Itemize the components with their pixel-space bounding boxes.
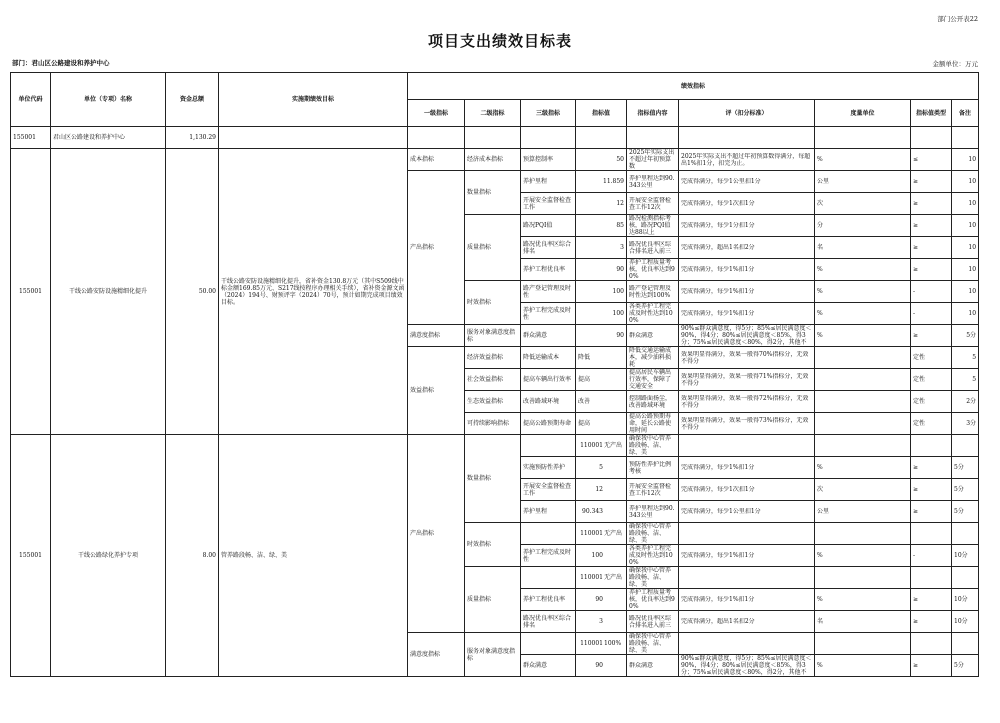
note	[952, 567, 979, 589]
indicator-content-text: 养护工程质量考核，优良率达到90%	[629, 589, 675, 610]
indicator-value: 50	[576, 149, 627, 171]
level2-indicator: 质量指标	[465, 567, 521, 633]
measure-unit: %	[815, 325, 911, 347]
value-type: 定性	[911, 347, 952, 369]
indicator-value-number: 90.343	[582, 508, 603, 515]
indicator-content	[627, 391, 679, 413]
col-header-l3: 三级指标	[521, 100, 576, 127]
scoring-standard-text: 效果明显得满分，效果一般得70%指标分，无效不得分	[681, 350, 809, 365]
note: 10	[952, 303, 979, 325]
project-name: 干线公路绿化养护专项	[51, 435, 166, 677]
scoring-standard-text: 90%≤群众满意度，得5分；85%≤居民满意度＜90%，得4分；80%≤居民满意度＜85%，得3分；75%≤居民满意度＜80%，得2分，其他不	[681, 655, 812, 676]
scoring-standard	[679, 369, 815, 391]
scoring-standard-text: 完成得满分，每少1公里扣1分	[681, 178, 761, 185]
col-header-content: 指标值内容	[627, 100, 679, 127]
scoring-standard-text: 完成得满分，每少1%扣1分	[681, 552, 755, 559]
level1-indicator: 满意度指标	[408, 325, 465, 347]
col-header-name: 单位（专项）名称	[51, 73, 166, 127]
value-type: ≥	[911, 215, 952, 237]
scoring-standard	[679, 215, 815, 237]
value-type: 定性	[911, 369, 952, 391]
indicator-value	[576, 457, 627, 479]
scoring-standard-text: 完成得满分，每少1%扣1分	[681, 596, 755, 603]
note: 10	[952, 237, 979, 259]
org-row	[11, 127, 979, 149]
indicator-content	[627, 479, 679, 501]
scoring-standard	[679, 193, 815, 215]
indicator-value: 提高	[576, 369, 627, 391]
value-type	[911, 567, 952, 589]
note	[952, 435, 979, 457]
indicator-content	[627, 545, 679, 567]
indicator-value-number: 110001	[580, 640, 603, 647]
measure-unit: %	[815, 545, 911, 567]
measure-unit: %	[815, 655, 911, 677]
level2-indicator: 质量指标	[465, 215, 521, 281]
level2-indicator: 可持续影响指标	[465, 413, 521, 435]
indicator-content	[627, 523, 679, 545]
value-type: ≥	[911, 171, 952, 193]
indicator-content	[627, 435, 679, 457]
indicator-content-text: 养护工程质量考核，优良率达到90%	[629, 259, 675, 280]
indicator-content-text: 降低交通运输成本，减少油料损耗	[629, 347, 672, 368]
level1-indicator: 成本指标	[408, 149, 465, 171]
measure-unit: %	[815, 259, 911, 281]
indicator-content-text: 路况优良率区综合排名进入前三	[629, 240, 672, 255]
scoring-standard-text: 完成得满分，每少1%扣1分	[681, 266, 755, 273]
measure-unit: 名	[815, 237, 911, 259]
indicator-value: 降低	[576, 347, 627, 369]
scoring-standard-text: 效果明显得满分，效果一般得73%指标分，无效不得分	[681, 416, 809, 431]
value-type	[911, 523, 952, 545]
value-type: ≥	[911, 479, 952, 501]
level3-indicator: 开展安全监督检查工作	[521, 479, 576, 501]
col-header-score: 评（扣分标准）	[679, 100, 815, 127]
value-type: 定性	[911, 413, 952, 435]
level1-indicator: 产出指标	[408, 435, 465, 633]
value-type: -	[911, 303, 952, 325]
indicator-content-text: 各类养护工程完成及时性达到100%	[629, 303, 673, 324]
level3-indicator: 提高公路预期寿命	[521, 413, 576, 435]
indicator-value-number: 110001	[580, 530, 603, 537]
level3-indicator	[521, 435, 576, 457]
level3-indicator: 提高车辆出行效率	[521, 369, 576, 391]
measure-unit	[815, 523, 911, 545]
level3-indicator: 群众满意	[521, 325, 576, 347]
measure-unit: %	[815, 281, 911, 303]
indicator-content	[627, 589, 679, 611]
level3-indicator: 群众满意	[521, 655, 576, 677]
measure-unit: 公里	[815, 501, 911, 523]
indicator-value: 100	[576, 303, 627, 325]
level2-indicator: 社会效益指标	[465, 369, 521, 391]
org-code: 155001	[11, 127, 51, 149]
project-target: 管养路段畅、洁、绿、美	[219, 435, 408, 677]
measure-unit	[815, 435, 911, 457]
measure-unit	[815, 347, 911, 369]
note: 10	[952, 193, 979, 215]
indicator-value-text	[604, 464, 626, 471]
scoring-standard-text: 完成得满分，超出1名扣2分	[681, 244, 755, 251]
indicator-value	[576, 435, 627, 457]
table-row	[11, 149, 979, 171]
level3-indicator	[521, 633, 576, 655]
level3-indicator: 实施预防性养护	[521, 457, 576, 479]
indicator-content-text: 路况检测指标考核，路况PQI值达88以上	[629, 215, 672, 236]
project-target: 干线公路安防设施精细化提升，省补资金130.8万元（其中S509线中标金额169.85万元、S217线按程序办理相关手续），省补资金源文函（2024）194号、财预评字（2024）70号，预计如期完成项目绩效目标。	[219, 149, 408, 435]
scoring-standard-text: 效果明显得满分，效果一般得72%指标分，无效不得分	[681, 394, 809, 409]
project-amount: 50.00	[166, 149, 219, 435]
indicator-content	[627, 567, 679, 589]
indicator-value: 提高	[576, 413, 627, 435]
value-type: ≥	[911, 193, 952, 215]
note: 10	[952, 281, 979, 303]
col-header-perf: 绩效指标	[408, 73, 979, 100]
level2-indicator: 数量指标	[465, 171, 521, 215]
col-header-code: 单位代码	[11, 73, 51, 127]
scoring-standard	[679, 171, 815, 193]
indicator-value: 12	[576, 193, 627, 215]
indicator-content-text: 提高公路预期寿命，延长公路使用时间	[629, 413, 672, 434]
indicator-value	[576, 589, 627, 611]
scoring-standard	[679, 567, 815, 589]
level3-indicator: 养护里程	[521, 501, 576, 523]
indicator-content	[627, 633, 679, 655]
form-number: 部门公开表22	[937, 15, 978, 23]
measure-unit	[815, 413, 911, 435]
indicator-content	[627, 237, 679, 259]
measure-unit	[815, 633, 911, 655]
level3-indicator: 路况PQI值	[521, 215, 576, 237]
indicator-content	[627, 303, 679, 325]
value-type: -	[911, 281, 952, 303]
indicator-content-text: 开展安全监督检查工作12次	[629, 482, 672, 497]
project-code: 155001	[11, 435, 51, 677]
indicator-content-text: 群众满意	[629, 662, 654, 669]
value-type: ≥	[911, 655, 952, 677]
indicator-content-text: 控制路面扬尘，改善路域环境	[629, 394, 672, 409]
indicator-content	[627, 193, 679, 215]
level2-indicator: 经济成本指标	[465, 149, 521, 171]
indicator-value	[576, 501, 627, 523]
note: 5分	[952, 655, 979, 677]
level3-indicator: 养护工程优良率	[521, 589, 576, 611]
scoring-standard-text: 完成得满分，每少1次扣1分	[681, 486, 755, 493]
value-type: ≥	[911, 259, 952, 281]
indicator-content	[627, 457, 679, 479]
value-type: ≥	[911, 237, 952, 259]
measure-unit	[815, 369, 911, 391]
value-type: -	[911, 545, 952, 567]
scoring-standard-text: 完成得满分，每少1%扣1分	[681, 464, 755, 471]
note: 10	[952, 215, 979, 237]
value-type: ≤	[911, 149, 952, 171]
level2-indicator: 时效指标	[465, 281, 521, 325]
indicator-value-text	[604, 486, 626, 493]
indicator-value: 85	[576, 215, 627, 237]
scoring-standard-text: 完成得满分，每少1%扣1分	[681, 288, 755, 295]
value-type: ≥	[911, 611, 952, 633]
indicator-value-number: 12	[595, 486, 603, 493]
scoring-standard-text: 2025年实际支出不超过年初预算数得满分，每超出1%扣1分，扣完为止。	[681, 152, 811, 167]
value-type: ≥	[911, 325, 952, 347]
measure-unit: %	[815, 457, 911, 479]
col-header-note: 备注	[952, 100, 979, 127]
measure-unit: 公里	[815, 171, 911, 193]
level3-indicator: 路况优良率区综合排名	[521, 611, 576, 633]
scoring-standard	[679, 523, 815, 545]
note	[952, 633, 979, 655]
level3-indicator: 养护工程完成及时性	[521, 303, 576, 325]
level1-indicator: 效益指标	[408, 347, 465, 435]
indicator-value	[576, 567, 627, 589]
indicator-value	[576, 655, 627, 677]
note: 2分	[952, 391, 979, 413]
level1-indicator: 满意度指标	[408, 633, 465, 677]
indicator-value-text: 100%	[604, 640, 622, 647]
org-amount: 1,130.29	[166, 127, 219, 149]
indicator-content-text: 路产登记管理及时性达到100%	[629, 284, 672, 299]
indicator-content-text: 2025年实际支出不超过年初预算数	[629, 149, 675, 170]
indicator-content	[627, 501, 679, 523]
indicator-value: 90	[576, 259, 627, 281]
scoring-standard	[679, 633, 815, 655]
scoring-standard	[679, 347, 815, 369]
note: 5	[952, 347, 979, 369]
level3-indicator: 开展安全监督检查工作	[521, 193, 576, 215]
indicator-value-text	[604, 662, 626, 669]
indicator-value-text: 无产出	[604, 442, 623, 449]
indicator-content-text: 确保我中心管养路段畅、洁、绿、美	[629, 633, 672, 654]
indicator-value-text	[604, 552, 626, 559]
table-row	[11, 435, 979, 457]
indicator-value-text	[604, 508, 626, 515]
col-header-measure: 度量单位	[815, 100, 911, 127]
note: 10分	[952, 611, 979, 633]
indicator-value-text	[604, 596, 626, 603]
project-name: 干线公路安防设施精细化提升	[51, 149, 166, 435]
col-header-value-type: 指标值类型	[911, 100, 952, 127]
note: 10	[952, 171, 979, 193]
indicator-content-text: 确保我中心管养路段畅、洁、绿、美	[629, 435, 672, 456]
indicator-value: 改善	[576, 391, 627, 413]
indicator-content-text: 群众满意	[629, 332, 654, 339]
measure-unit: %	[815, 303, 911, 325]
scoring-standard	[679, 589, 815, 611]
indicator-content	[627, 369, 679, 391]
value-type	[911, 633, 952, 655]
indicator-value-number: 90	[595, 662, 603, 669]
page-title: 项目支出绩效目标表	[427, 32, 572, 50]
indicator-content-text: 确保我中心管养路段畅、洁、绿、美	[629, 523, 672, 544]
performance-table	[10, 72, 979, 677]
indicator-content	[627, 413, 679, 435]
note: 5分	[952, 325, 979, 347]
indicator-content	[627, 259, 679, 281]
scoring-standard	[679, 149, 815, 171]
scoring-standard-text: 完成得满分，每少1分扣1分	[681, 222, 755, 229]
value-type: ≥	[911, 457, 952, 479]
scoring-standard-text: 完成得满分，每少1公里扣1分	[681, 508, 761, 515]
indicator-content-text: 各类养护工程完成及时性达到100%	[629, 545, 673, 566]
indicator-content-text: 养护里程达到90.343公里	[629, 504, 675, 519]
note: 10分	[952, 545, 979, 567]
indicator-value-number: 5	[599, 464, 603, 471]
level3-indicator: 预算控制率	[521, 149, 576, 171]
note: 5分	[952, 479, 979, 501]
indicator-content	[627, 149, 679, 171]
indicator-value: 90	[576, 325, 627, 347]
note: 5	[952, 369, 979, 391]
scoring-standard	[679, 237, 815, 259]
col-header-target: 实施期绩效目标	[219, 73, 408, 127]
value-type	[911, 435, 952, 457]
scoring-standard	[679, 259, 815, 281]
indicator-value: 100	[576, 281, 627, 303]
scoring-standard	[679, 435, 815, 457]
indicator-content-text: 开展安全监督检查工作12次	[629, 196, 672, 211]
indicator-value: 3	[576, 237, 627, 259]
level2-indicator: 经济效益指标	[465, 347, 521, 369]
indicator-value-text: 无产出	[604, 574, 623, 581]
project-code: 155001	[11, 149, 51, 435]
note: 10	[952, 259, 979, 281]
indicator-value-number: 110001	[580, 574, 603, 581]
col-header-value: 指标值	[576, 100, 627, 127]
note: 3分	[952, 413, 979, 435]
indicator-content	[627, 655, 679, 677]
scoring-standard	[679, 457, 815, 479]
measure-unit	[815, 567, 911, 589]
level2-indicator: 服务对象满意度指标	[465, 325, 521, 347]
value-type: ≥	[911, 589, 952, 611]
indicator-value-number: 100	[591, 552, 603, 559]
indicator-value	[576, 479, 627, 501]
indicator-value	[576, 545, 627, 567]
note: 10分	[952, 589, 979, 611]
level2-indicator: 生态效益指标	[465, 391, 521, 413]
measure-unit: 名	[815, 611, 911, 633]
note: 5分	[952, 457, 979, 479]
indicator-content-text: 预防性养护比例考核	[629, 460, 672, 475]
scoring-standard	[679, 325, 815, 347]
scoring-standard	[679, 303, 815, 325]
indicator-value	[576, 611, 627, 633]
level2-indicator: 时效指标	[465, 523, 521, 567]
measure-unit	[815, 391, 911, 413]
value-type: ≥	[911, 501, 952, 523]
col-header-l2: 二级指标	[465, 100, 521, 127]
scoring-standard	[679, 391, 815, 413]
org-name: 君山区公路建设和养护中心	[51, 127, 166, 149]
indicator-value-text: 无产出	[604, 530, 623, 537]
note: 5分	[952, 501, 979, 523]
department-label: 部门：君山区公路建设和养护中心	[12, 59, 110, 67]
level2-indicator: 数量指标	[465, 435, 521, 523]
indicator-value-text	[604, 618, 626, 625]
level1-indicator: 产出指标	[408, 171, 465, 325]
level3-indicator: 养护工程优良率	[521, 259, 576, 281]
indicator-content-text: 路况优良率区综合排名进入前三	[629, 614, 672, 629]
scoring-standard	[679, 413, 815, 435]
scoring-standard-text: 完成得满分，超出1名扣2分	[681, 618, 755, 625]
indicator-content	[627, 215, 679, 237]
indicator-content	[627, 171, 679, 193]
indicator-value-number: 110001	[580, 442, 603, 449]
level3-indicator: 养护工程完成及时性	[521, 545, 576, 567]
measure-unit: %	[815, 149, 911, 171]
header-row-1	[11, 73, 979, 100]
scoring-standard	[679, 281, 815, 303]
indicator-content-text: 提高居民车辆出行效率，保障了交通安全	[629, 369, 672, 390]
note: 10	[952, 149, 979, 171]
level3-indicator: 改善路域环境	[521, 391, 576, 413]
indicator-value-number: 90	[595, 596, 603, 603]
level3-indicator	[521, 523, 576, 545]
measure-unit: 次	[815, 479, 911, 501]
measure-unit: 次	[815, 193, 911, 215]
indicator-value: 11.859	[576, 171, 627, 193]
amount-unit-label: 金额单位：万元	[932, 60, 978, 68]
scoring-standard	[679, 611, 815, 633]
scoring-standard-text: 完成得满分，每少1次扣1分	[681, 200, 755, 207]
value-type: 定性	[911, 391, 952, 413]
project-amount: 8.00	[166, 435, 219, 677]
scoring-standard	[679, 655, 815, 677]
col-header-amount: 资金总额	[166, 73, 219, 127]
level3-indicator: 路产登记管理及时性	[521, 281, 576, 303]
scoring-standard-text: 效果明显得满分，效果一般得71%指标分，无效不得分	[681, 372, 809, 387]
note	[952, 523, 979, 545]
level3-indicator: 养护里程	[521, 171, 576, 193]
scoring-standard	[679, 501, 815, 523]
scoring-standard-text: 90%≤群众满意度，得5分；85%≤居民满意度＜90%，得4分；80%≤居民满意度＜85%，得3分；75%≤居民满意度＜80%，得2分，其他不	[681, 325, 812, 346]
scoring-standard-text: 完成得满分，每少1%扣1分	[681, 310, 755, 317]
indicator-value	[576, 633, 627, 655]
indicator-value-number: 3	[599, 618, 603, 625]
indicator-content-text: 养护里程达到90.343公里	[629, 174, 675, 189]
scoring-standard	[679, 545, 815, 567]
indicator-content	[627, 325, 679, 347]
indicator-content	[627, 347, 679, 369]
indicator-content	[627, 611, 679, 633]
indicator-content-text: 确保我中心管养路段畅、洁、绿、美	[629, 567, 672, 588]
measure-unit: %	[815, 589, 911, 611]
measure-unit: 分	[815, 215, 911, 237]
indicator-content	[627, 281, 679, 303]
scoring-standard	[679, 479, 815, 501]
level3-indicator	[521, 567, 576, 589]
level3-indicator: 路况优良率区综合排名	[521, 237, 576, 259]
level2-indicator: 服务对象满意度指标	[465, 633, 521, 677]
col-header-l1: 一级指标	[408, 100, 465, 127]
indicator-value	[576, 523, 627, 545]
level3-indicator: 降低运输成本	[521, 347, 576, 369]
